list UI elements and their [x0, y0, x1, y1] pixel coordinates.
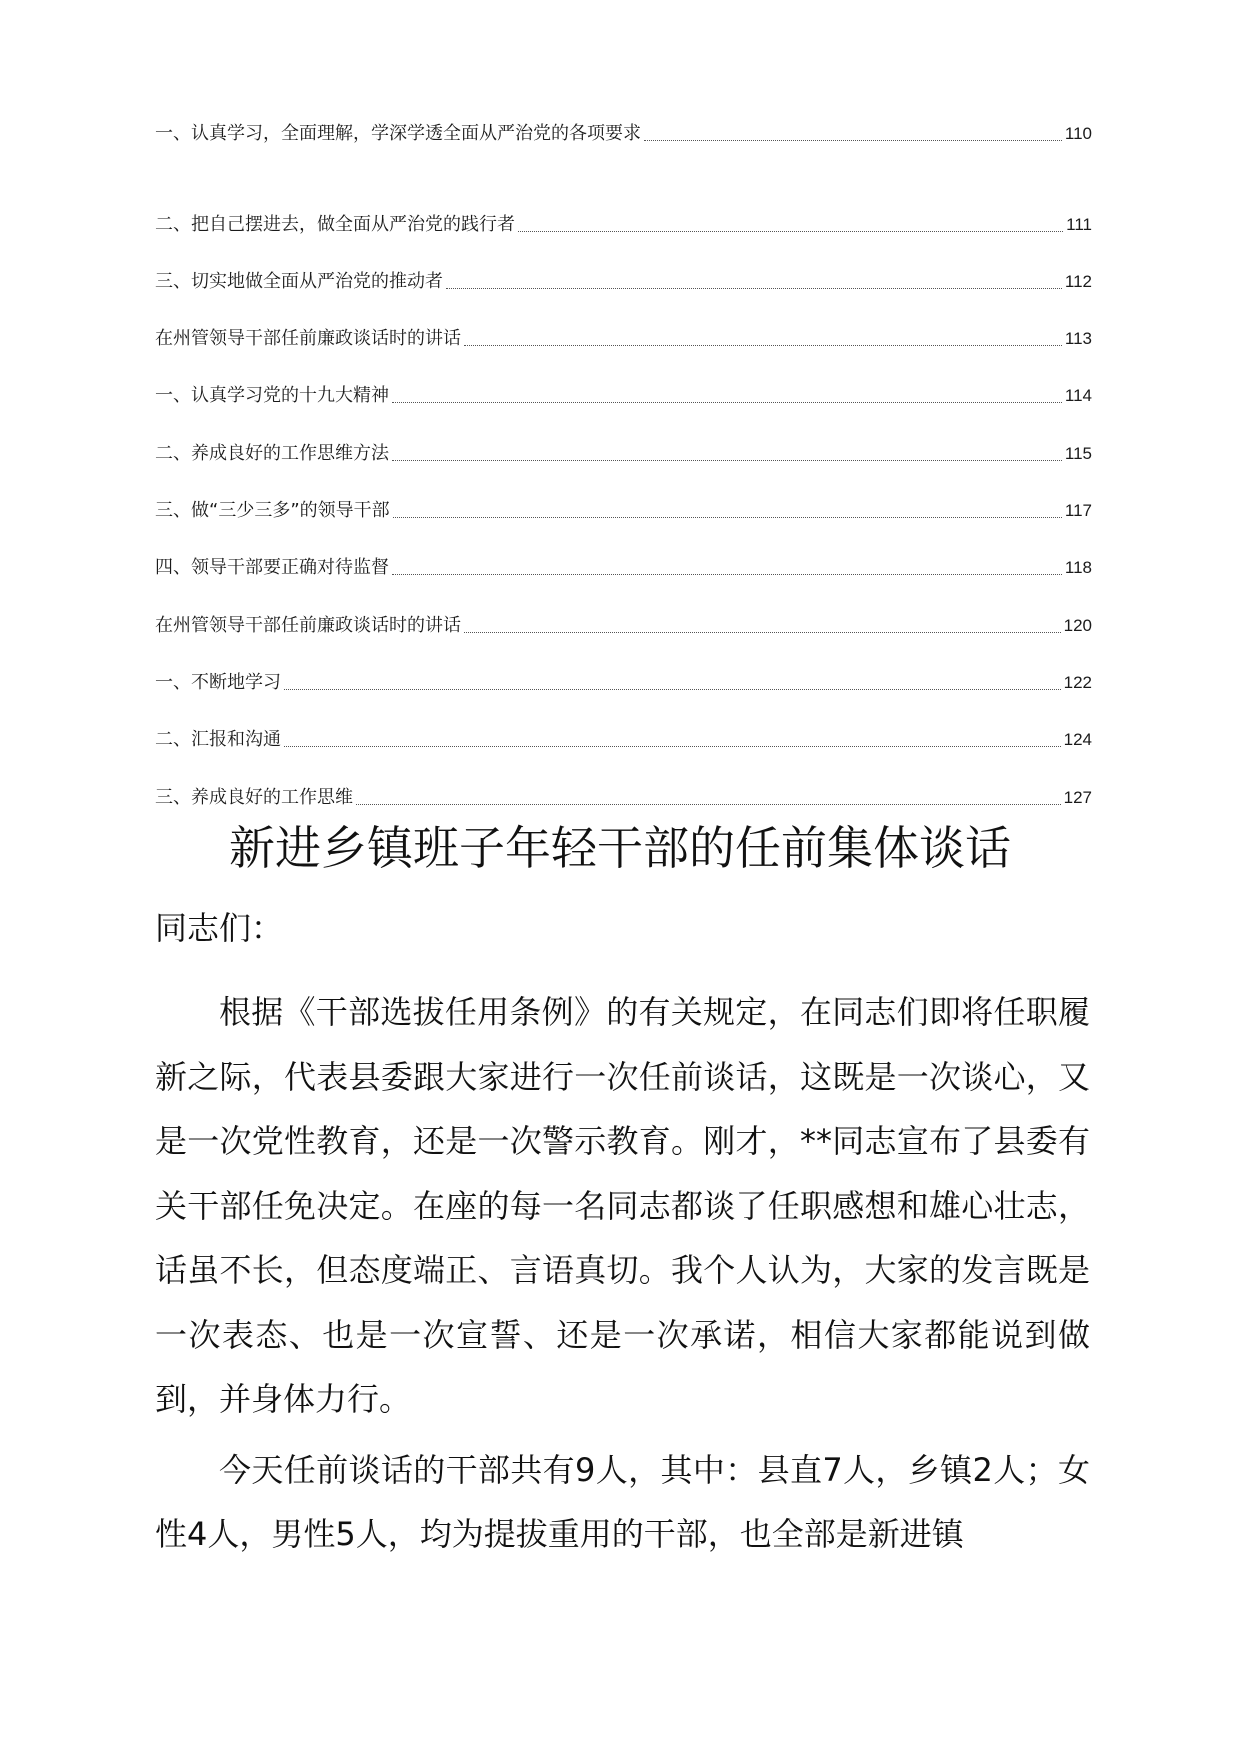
toc-dot-leader [644, 140, 1062, 141]
toc-entry[interactable] [155, 638, 1092, 695]
toc-entry[interactable] [155, 752, 1092, 809]
salutation: 同志们： [155, 909, 284, 947]
toc-entry-title: 一、认真学习党的十九大精神 [155, 385, 389, 407]
toc-entry[interactable] [155, 580, 1092, 637]
toc-entry[interactable] [155, 466, 1092, 523]
toc-entry-title: 一、不断地学习 [155, 671, 281, 693]
toc-entry-page: 120 [1063, 615, 1092, 635]
toc-entry-page: 118 [1064, 558, 1092, 578]
toc-entry-title: 一、认真学习，全面理解，学深学透全面从严治党的各项要求 [155, 123, 641, 144]
toc-entry-title: 二、养成良好的工作思维方法 [155, 442, 389, 464]
toc-entry-page: 113 [1064, 329, 1092, 349]
toc-dot-leader [464, 345, 1062, 346]
toc-entry[interactable] [155, 695, 1092, 752]
toc-entry-title: 二、汇报和沟通 [155, 729, 281, 751]
toc-entry-title: 四、领导干部要正确对待监督 [155, 557, 389, 579]
document-body [155, 902, 1090, 1573]
toc-entry-title: 三、切实地做全面从严治党的推动者 [155, 270, 443, 292]
toc-entry[interactable] [155, 351, 1092, 408]
toc-entry-title: 三、养成良好的工作思维 [155, 786, 353, 808]
toc-dot-leader [356, 804, 1061, 805]
toc-dot-leader [446, 288, 1062, 289]
toc-dot-leader [392, 574, 1062, 575]
toc-entry-page: 127 [1063, 787, 1092, 807]
toc-entry-title: 在州管领导干部任前廉政谈话时的讲话 [155, 614, 461, 636]
table-of-contents [155, 122, 1092, 810]
toc-dot-leader [392, 460, 1062, 461]
toc-entry-title: 三、做“三少三多”的领导干部 [155, 500, 390, 522]
body-paragraph: 今天任前谈话的干部共有9人，其中：县直7人，乡镇2人；女性4人，男性5人，均为提拔重用的干部，也全部是新进镇 [155, 1450, 1090, 1553]
toc-entry-page: 114 [1064, 386, 1092, 406]
toc-dot-leader [393, 517, 1062, 518]
document-title: 新进乡镇班子年轻干部的任前集体谈话 [229, 821, 1011, 875]
toc-entry-page: 111 [1066, 214, 1092, 234]
toc-dot-leader [518, 231, 1063, 232]
toc-entry-page: 112 [1064, 271, 1092, 291]
toc-entry[interactable] [155, 237, 1092, 294]
toc-entry[interactable] [155, 408, 1092, 465]
toc-dot-leader [464, 632, 1061, 633]
toc-entry-page: 122 [1063, 672, 1092, 692]
toc-entry-page: 124 [1063, 730, 1092, 750]
toc-entry-page: 110 [1064, 124, 1092, 143]
toc-entry[interactable] [155, 122, 1092, 146]
toc-dot-leader [284, 746, 1061, 747]
toc-dot-leader [392, 402, 1062, 403]
toc-dot-leader [284, 689, 1061, 690]
toc-entry[interactable] [155, 294, 1092, 351]
body-paragraph: 根据《干部选拔任用条例》的有关规定，在同志们即将任职履新之际，代表县委跟大家进行一次任前谈话，这既是一次谈心，又是一次党性教育，还是一次警示教育。刚才，**同志宣布了县委有关干部任免决定。在座的每一名同志都谈了任职感想和雄心壮志，话虽不长，但态度端正、言语真切。我个人认为，大家的发言既是一次表态、也是一次宣誓、还是一次承诺，相信大家都能说到做到，并身体力行。 [155, 993, 1090, 1418]
toc-entry[interactable] [155, 179, 1092, 236]
toc-entry-page: 115 [1064, 443, 1092, 463]
toc-entry-title: 在州管领导干部任前廉政谈话时的讲话 [155, 328, 461, 350]
toc-entry-page: 117 [1064, 501, 1092, 521]
toc-entry[interactable] [155, 523, 1092, 580]
toc-entry-title: 二、把自己摆进去，做全面从严治党的践行者 [155, 213, 515, 235]
